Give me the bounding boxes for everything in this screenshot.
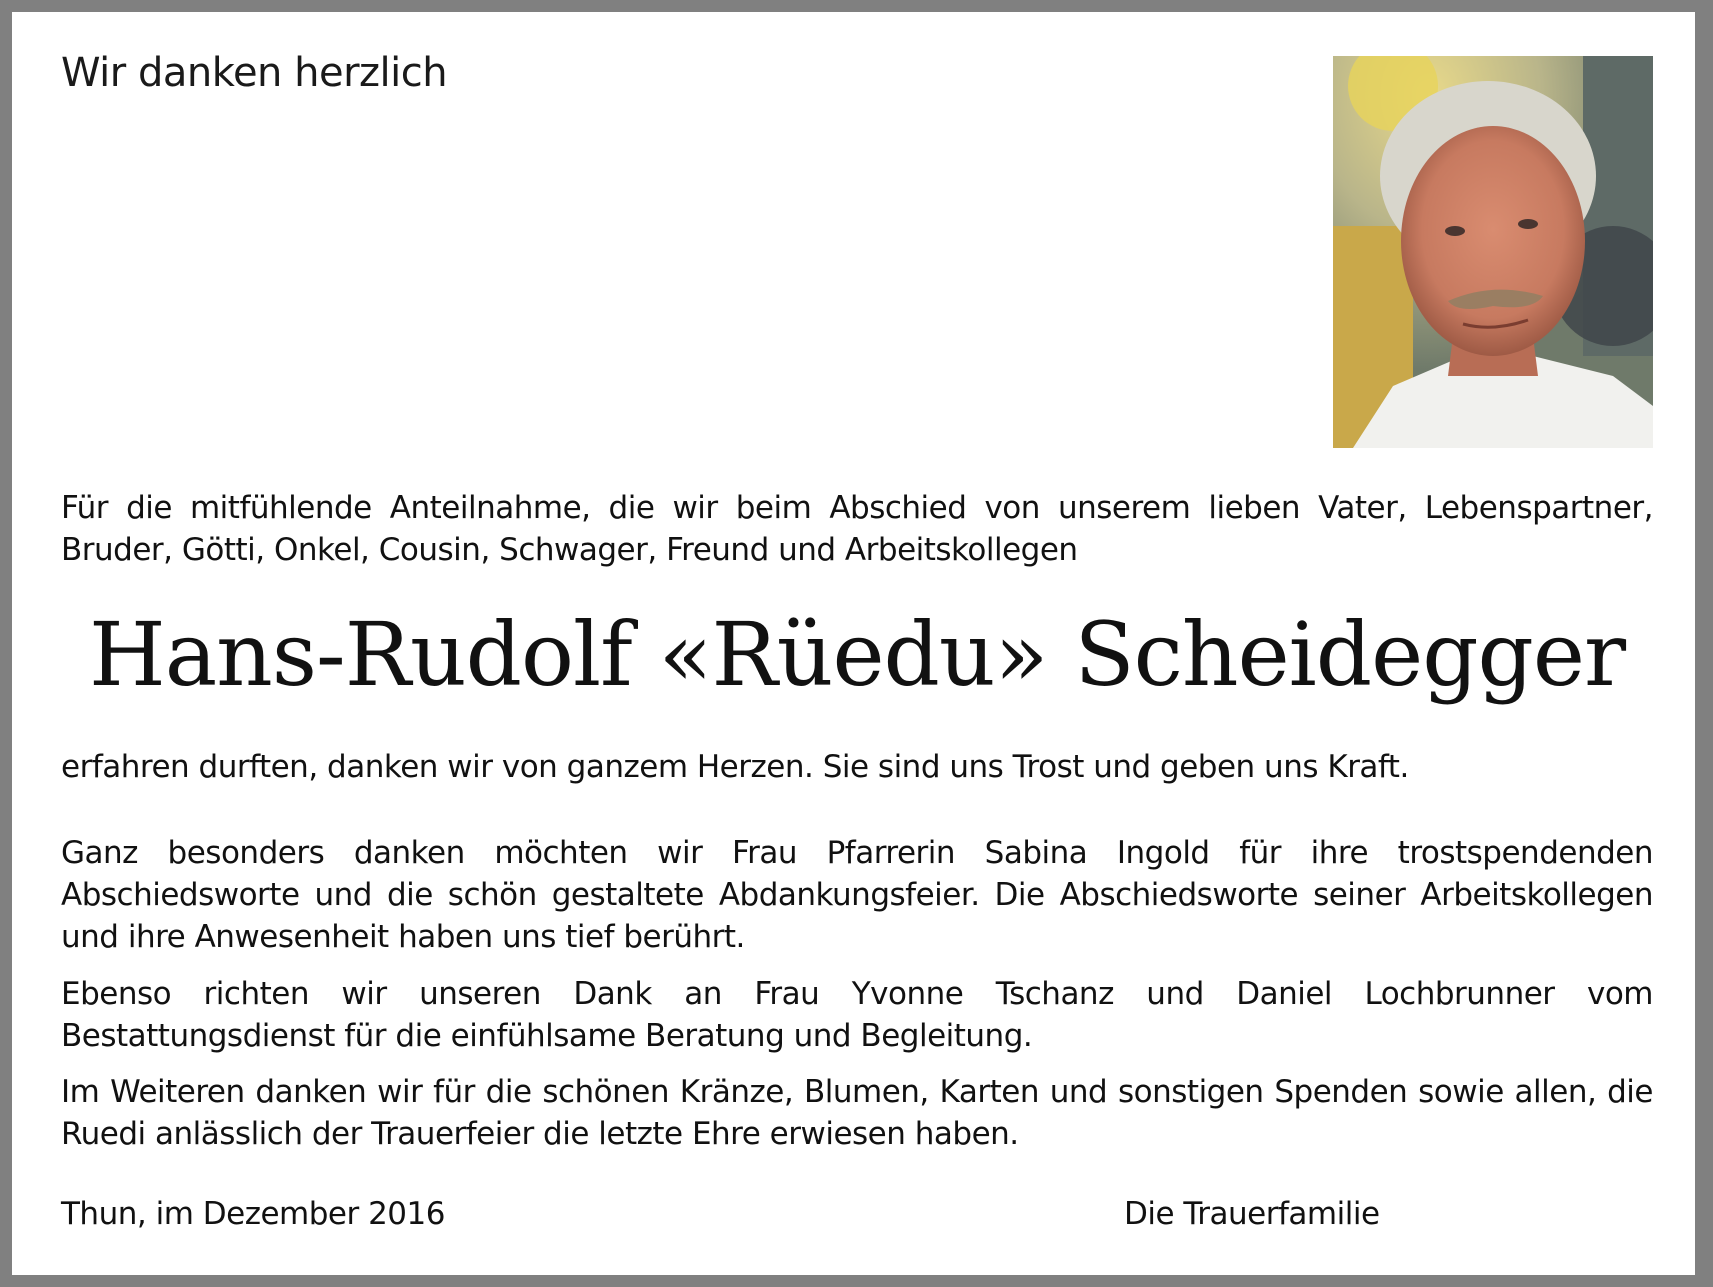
paragraph: Ebenso richten wir unseren Dank an Frau Yvonne Tschanz und Daniel Lochbrunner vom Bestattungsdienst für die einfühlsame Beratung und Begleitung. <box>61 976 1653 1054</box>
place-date: Thun, im Dezember 2016 <box>61 1196 445 1232</box>
portrait-image <box>1333 56 1653 448</box>
intro-text: Für die mitfühlende Anteilnahme, die wir beim Abschied von unserem lieben Vater, Lebenspartner, Bruder, Götti, Onkel, Cousin, Schwager, Freund und Arbeitskollegen <box>61 490 1653 568</box>
paragraph: Im Weiteren danken wir für die schönen Kränze, Blumen, Karten und sonstigen Spenden sowie allen, die Ruedi anlässlich der Trauerfeier die letzte Ehre erwiesen haben. <box>61 1074 1653 1152</box>
paragraph: Ganz besonders danken möchten wir Frau Pfarrerin Sabina Ingold für ihre trostspendenden Abschiedsworte und die schön gestaltete Abdankungsfeier. Die Abschiedsworte seiner Arbeitskollegen und ihre Anwesenheit haben uns tief berührt. <box>61 835 1653 955</box>
paragraph: erfahren durften, danken wir von ganzem Herzen. Sie sind uns Trost und geben uns Kraft. <box>61 749 1409 785</box>
signature: Die Trauerfamilie <box>1124 1196 1380 1232</box>
portrait-photo <box>1333 56 1653 448</box>
notice-heading: Wir danken herzlich <box>61 50 448 96</box>
deceased-name: Hans-Rudolf «Rüedu» Scheidegger <box>88 603 1626 706</box>
